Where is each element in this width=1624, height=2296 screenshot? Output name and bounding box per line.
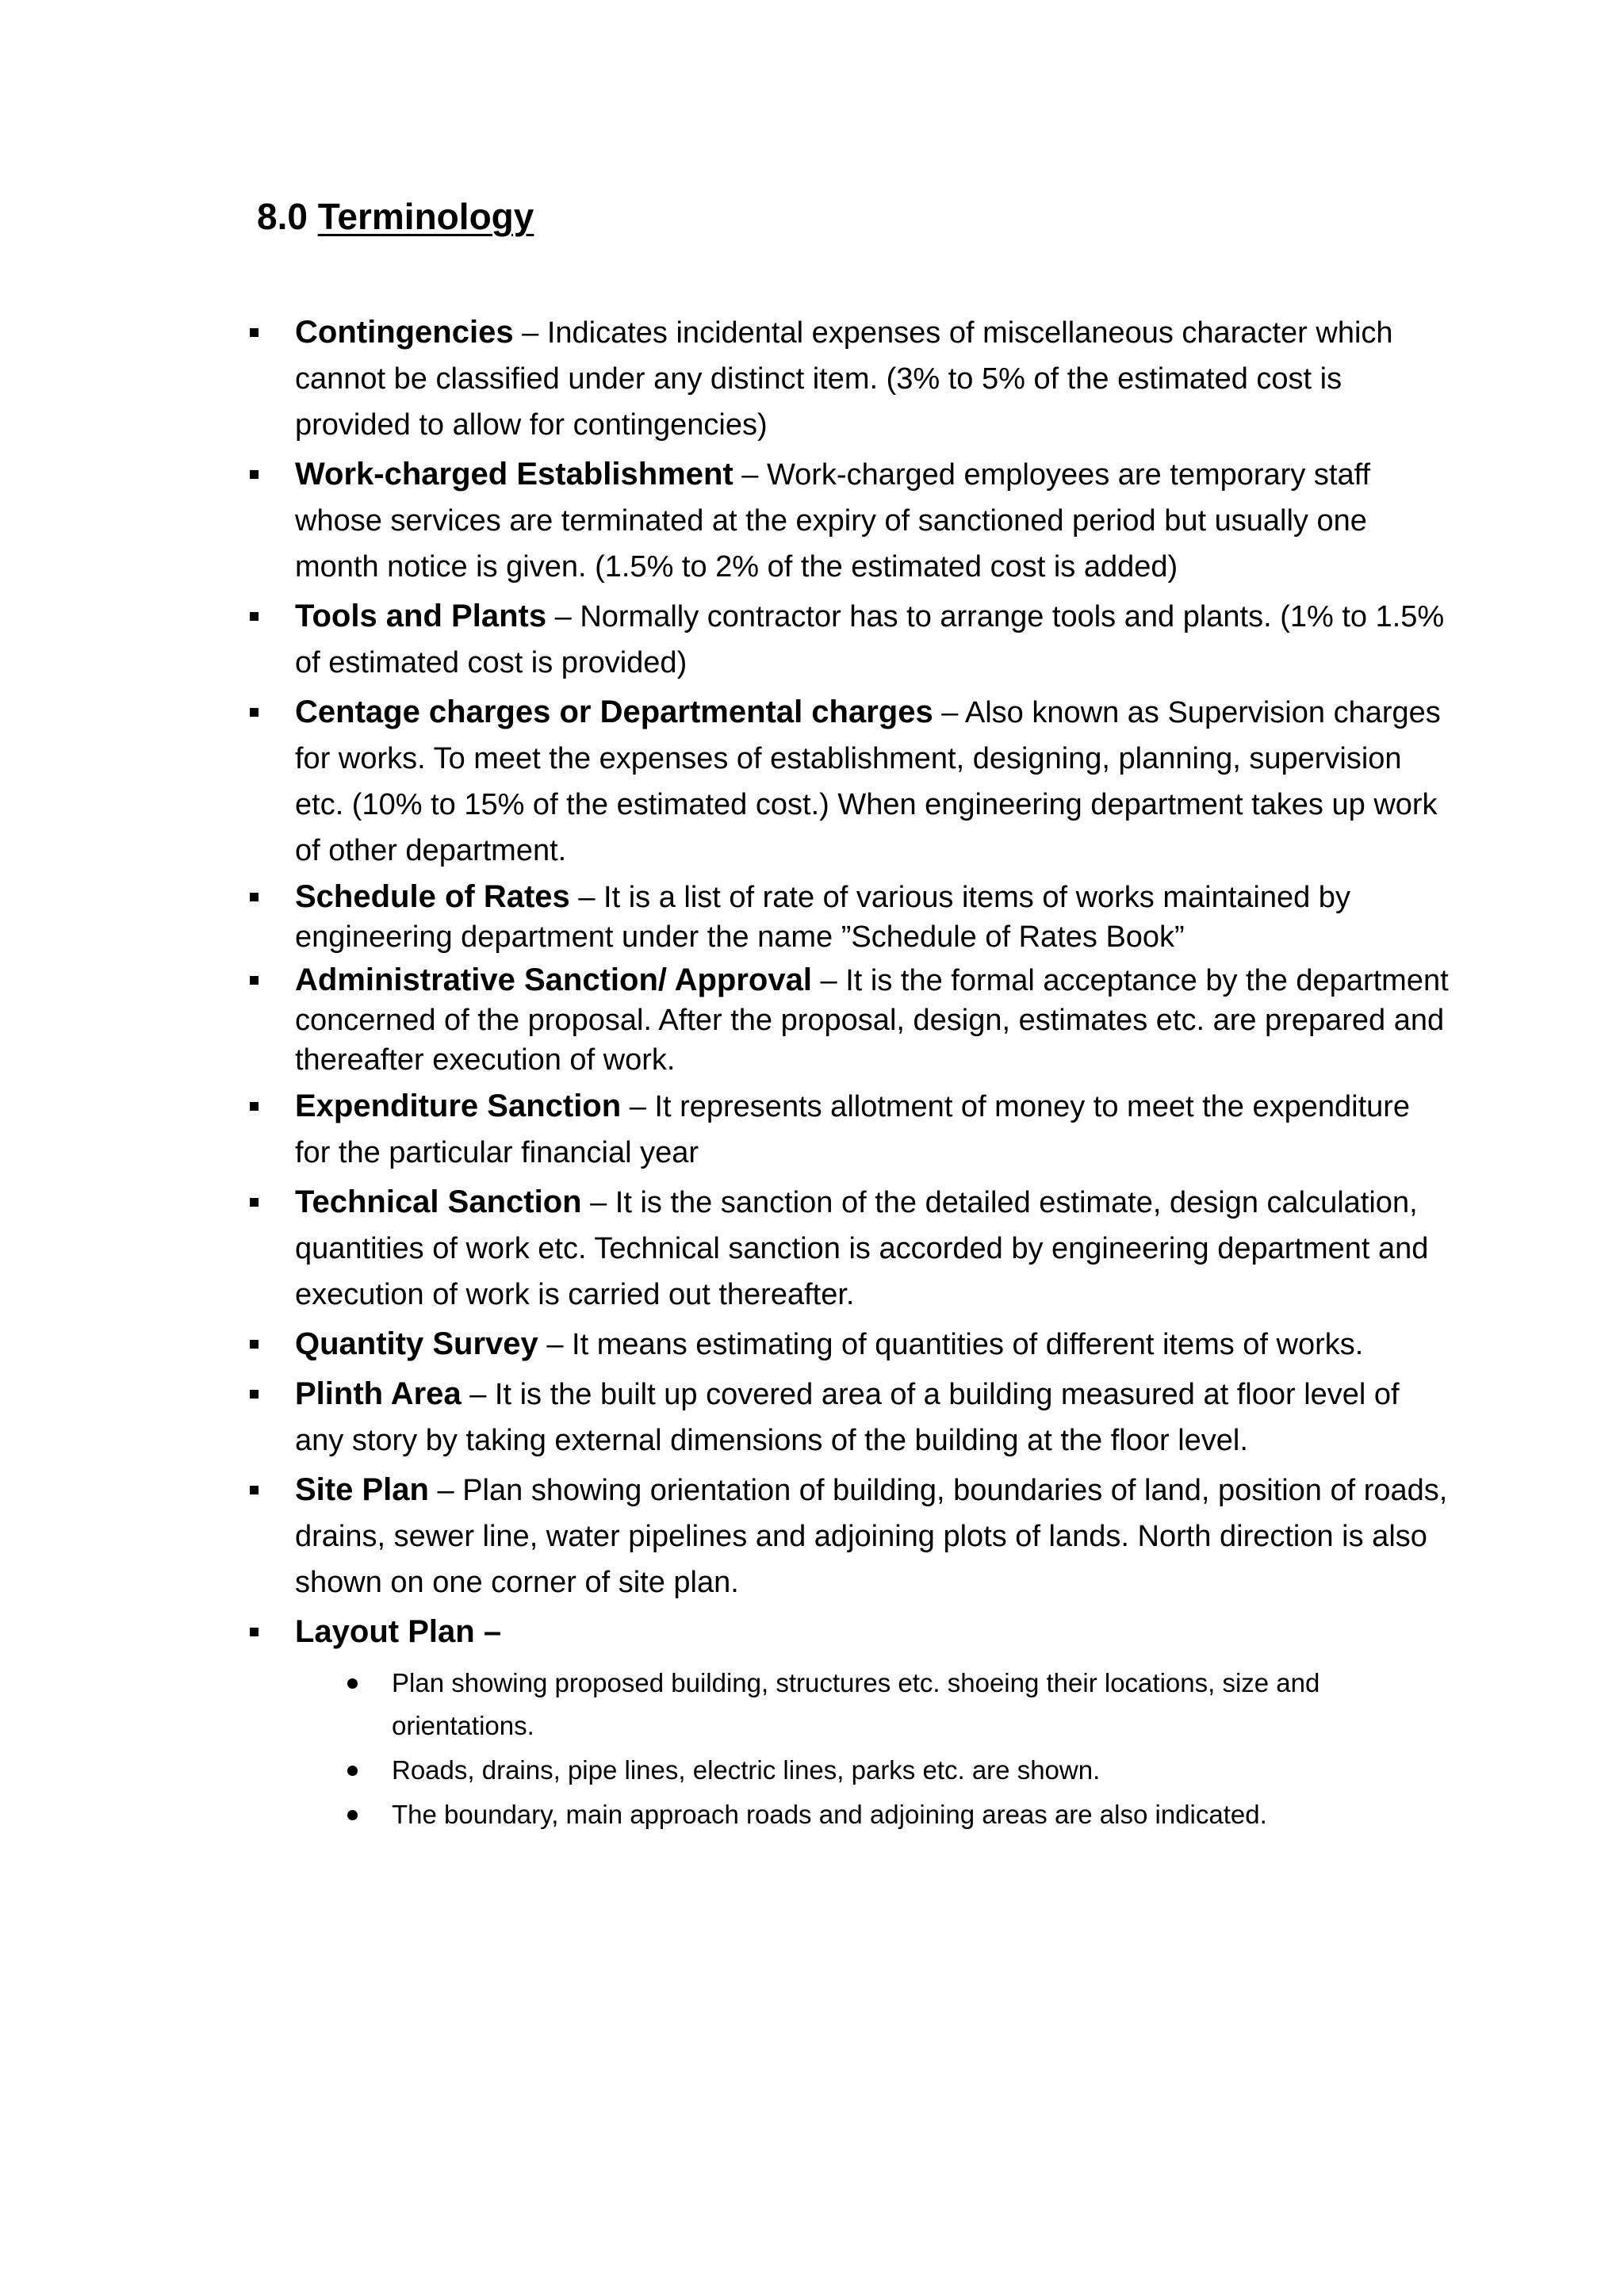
term-definition: – It is a list of rate of various items of works maintained by engineering department under the name ”Schedule of Rates Book” <box>295 881 1350 954</box>
term-name: Administrative Sanction/ Approval <box>295 962 812 997</box>
term-definition: – It represents allotment of money to meet the expenditure for the particular financial year <box>295 1090 1411 1169</box>
term-item-layout-plan <box>295 1609 1453 1836</box>
term-item-quantity-survey <box>295 1321 1453 1368</box>
term-name: Schedule of Rates <box>295 879 570 914</box>
term-definition: – Plan showing orientation of building, boundaries of land, position of roads, drains, sewer line, water pipelines and adjoining plots of lands. North direction is also shown on one corner of site plan. <box>295 1474 1448 1599</box>
terminology-list <box>295 309 1453 1839</box>
term-item-administrative-sanction <box>295 960 1453 1080</box>
term-definition: – Work-charged employees are temporary staff whose services are terminated at the expiry of sanctioned period but usually one month notice is given. (1.5% to 2% of the estimated cost is added) <box>295 458 1371 584</box>
term-item-contingencies <box>295 309 1453 448</box>
term-definition: – It is the built up covered area of a building measured at floor level of any story by taking external dimensions of the building at the floor level. <box>295 1378 1400 1457</box>
term-name: Site Plan <box>295 1472 429 1507</box>
term-definition: – Indicates incidental expenses of miscellaneous character which cannot be classified under any distinct item. (3% to 5% of the estimated cost is provided to allow for contingencies) <box>295 316 1393 442</box>
term-name: Expenditure Sanction <box>295 1089 622 1123</box>
section-heading <box>257 195 534 239</box>
list-item: The boundary, main approach roads and adjoining areas are also indicated. <box>392 1793 1453 1836</box>
term-name: Technical Sanction <box>295 1184 582 1219</box>
layout-plan-points <box>295 1662 1453 1836</box>
term-item-expenditure-sanction <box>295 1083 1453 1176</box>
section-title: Terminology <box>317 196 534 237</box>
term-name: Centage charges or Departmental charges <box>295 695 933 729</box>
term-name: Work-charged Establishment <box>295 457 733 492</box>
term-name: Contingencies <box>295 315 514 350</box>
term-name: Plinth Area <box>295 1376 462 1411</box>
term-name: Quantity Survey <box>295 1326 538 1361</box>
term-definition: – It means estimating of quantities of different items of works. <box>538 1328 1364 1361</box>
term-name: Layout Plan – <box>295 1614 502 1649</box>
term-item-work-charged-establishment <box>295 451 1453 590</box>
term-definition: – It is the formal acceptance by the department concerned of the proposal. After the proposal, design, estimates etc. are prepared and thereafter execution of work. <box>295 964 1449 1077</box>
list-item: Roads, drains, pipe lines, electric lines, parks etc. are shown. <box>392 1749 1453 1792</box>
term-item-tools-and-plants <box>295 593 1453 686</box>
term-item-plinth-area <box>295 1371 1453 1464</box>
term-item-schedule-of-rates <box>295 877 1453 957</box>
term-item-technical-sanction <box>295 1179 1453 1318</box>
term-definition: – Also known as Supervision charges for works. To meet the expenses of establishment, designing, planning, supervision etc. (10% to 15% of the estimated cost.) When engineering department takes up work of other department. <box>295 696 1441 867</box>
term-item-centage-charges <box>295 689 1453 874</box>
term-definition: – It is the sanction of the detailed estimate, design calculation, quantities of work etc. Technical sanction is accorded by engineering department and execution of work is carried out thereafter. <box>295 1186 1429 1311</box>
section-number: 8.0 <box>257 196 308 237</box>
term-item-site-plan <box>295 1467 1453 1605</box>
list-item: Plan showing proposed building, structures etc. shoeing their locations, size and orientations. <box>392 1662 1453 1747</box>
term-name: Tools and Plants <box>295 599 547 633</box>
term-definition: – Normally contractor has to arrange tools and plants. (1% to 1.5% of estimated cost is provided) <box>295 600 1445 679</box>
